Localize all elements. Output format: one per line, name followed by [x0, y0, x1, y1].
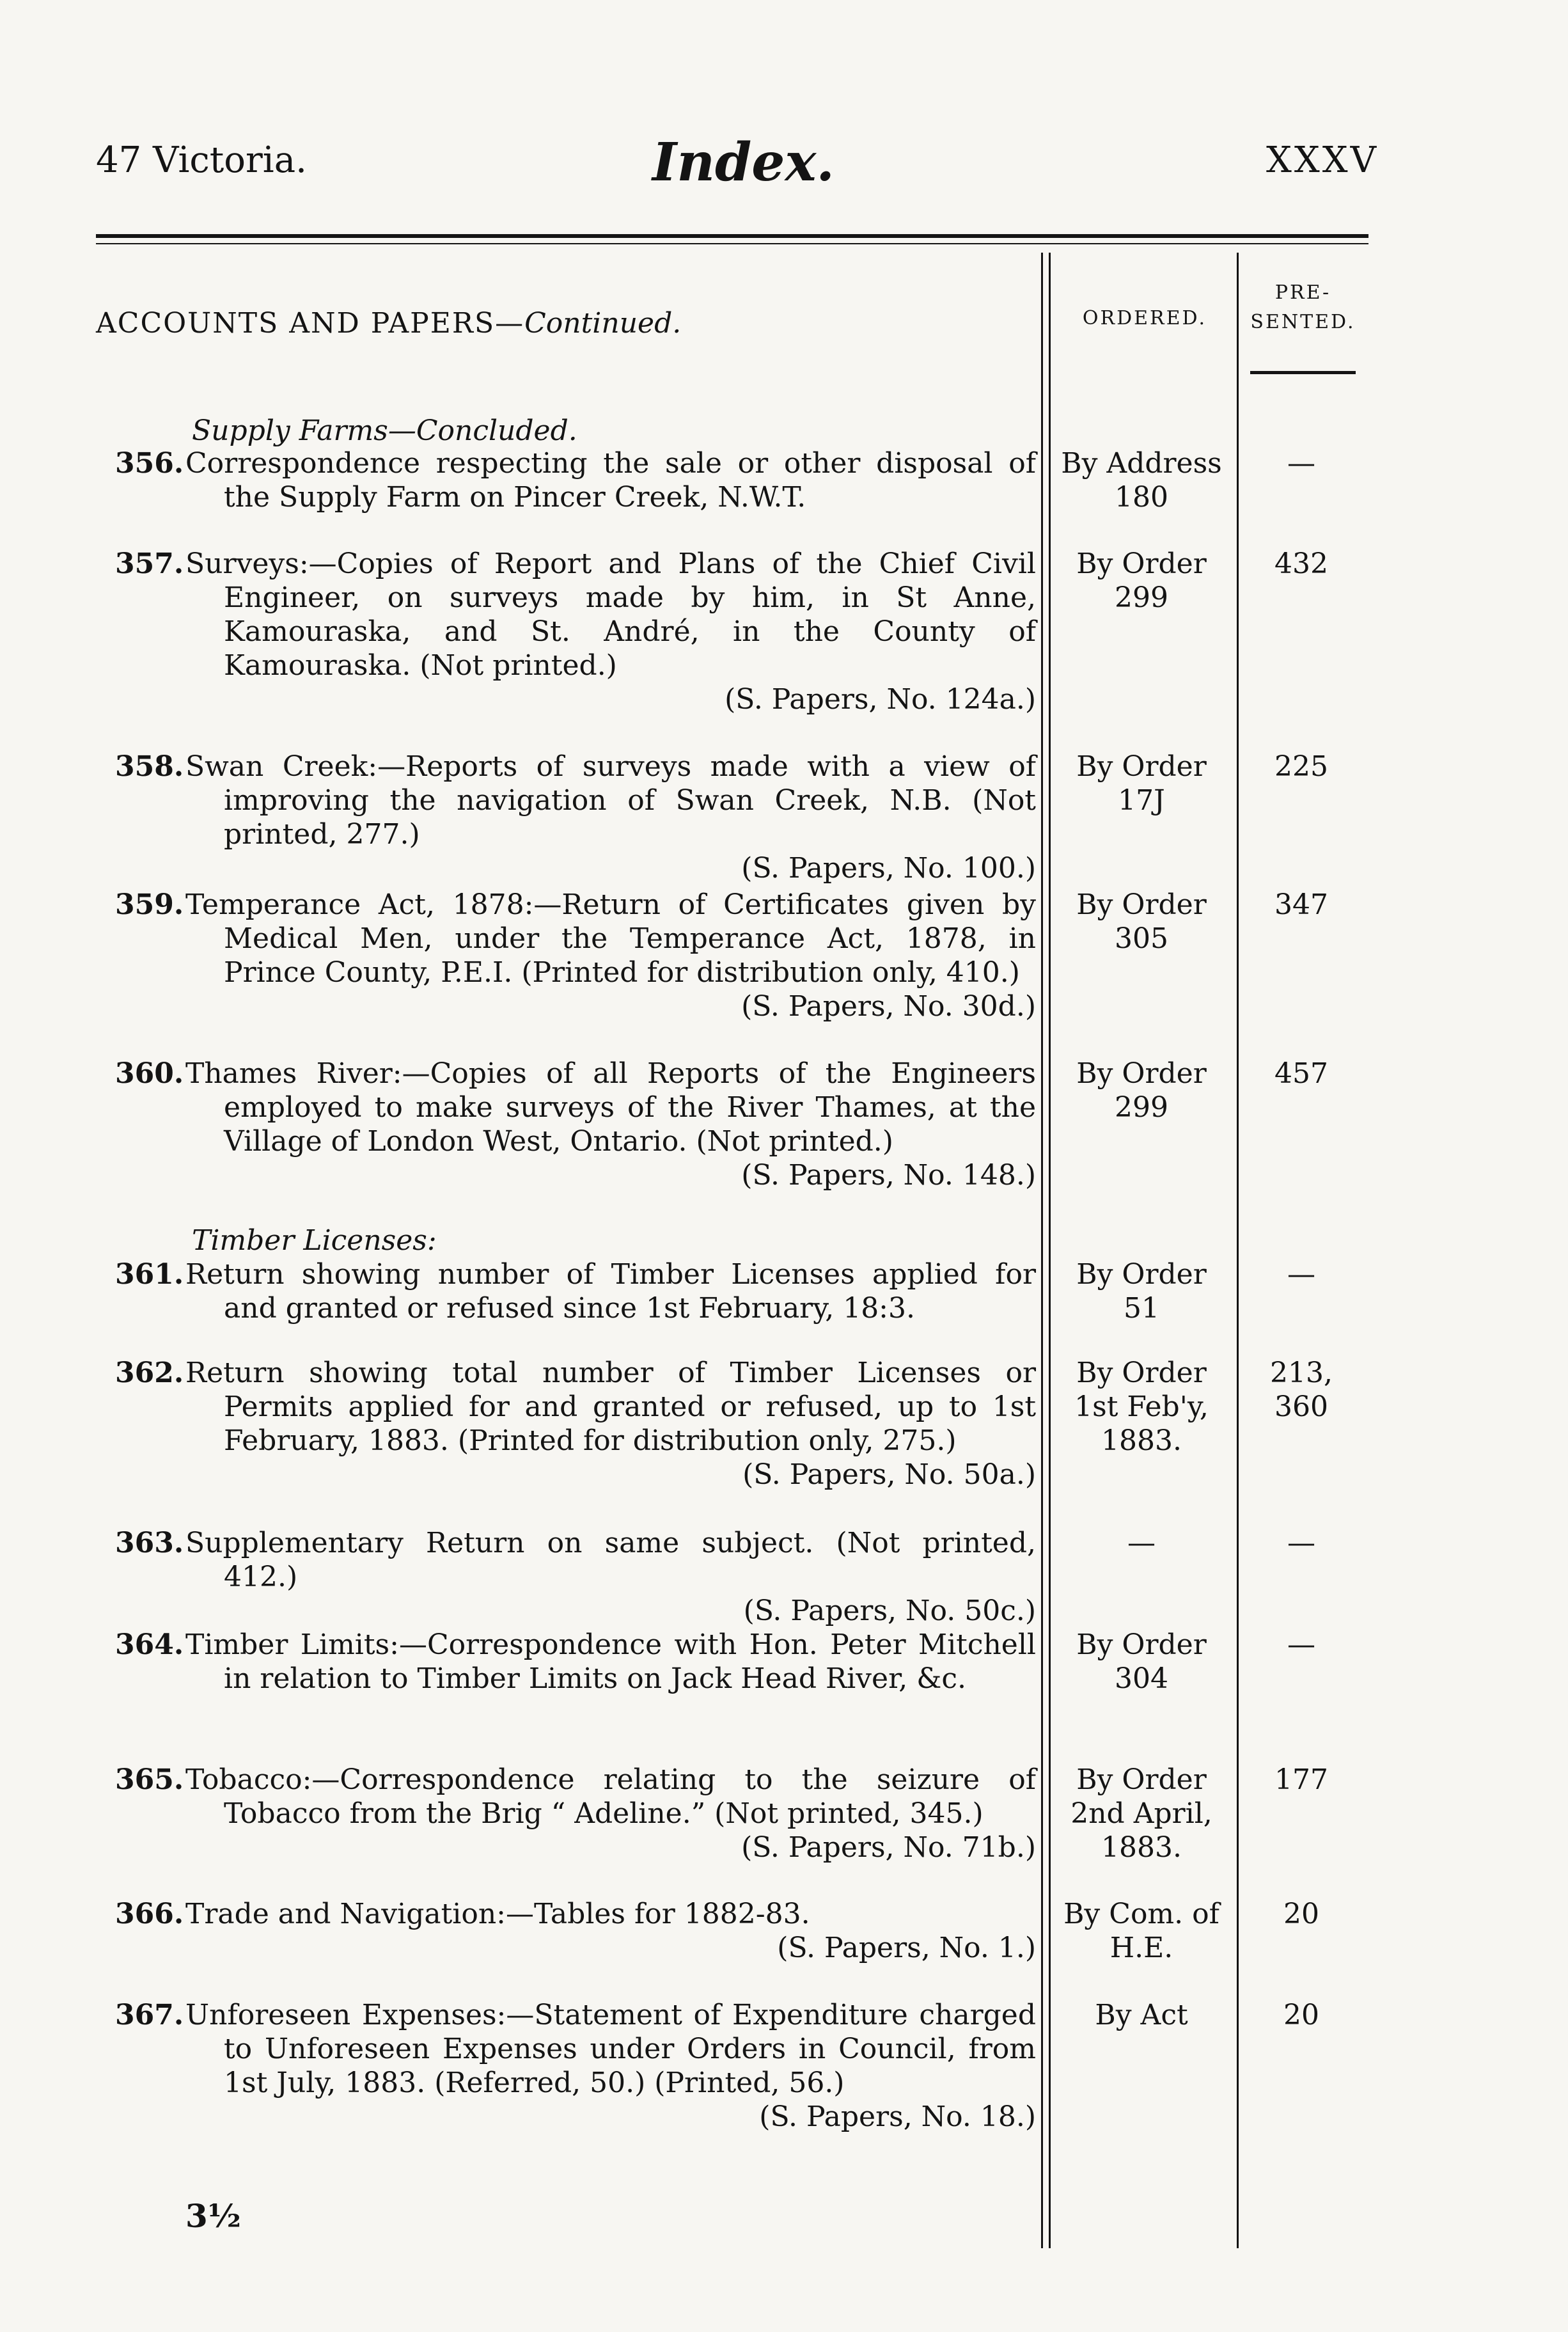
entry-363: [115, 1526, 1036, 1628]
entry-ref: (S. Papers, No. 100.): [741, 852, 1036, 885]
entry-365: [115, 1763, 1036, 1864]
presented-366: 20: [1283, 1898, 1319, 1930]
ordered-line: 304: [1115, 1662, 1168, 1695]
entry-367: [115, 1998, 1036, 2134]
ordered-line: By Order: [1076, 888, 1207, 921]
presented-358: 225: [1274, 750, 1328, 783]
presented-365: 177: [1274, 1763, 1328, 1796]
entry-number: 367.: [115, 1999, 184, 2031]
ordered-line: 1883.: [1101, 1831, 1182, 1864]
ordered-line: 1st Feb'y,: [1074, 1391, 1209, 1423]
ordered-line: By Com. of: [1063, 1898, 1219, 1930]
ordered-line: —: [1127, 1527, 1156, 1559]
entry-360: [115, 1057, 1036, 1192]
presented-361: —: [1287, 1258, 1315, 1291]
ordered-line: By Order: [1076, 1357, 1207, 1389]
col-head-presented-2: SENTED.: [1250, 311, 1356, 333]
ordered-line: 180: [1115, 481, 1168, 514]
ordered-364: [1049, 1628, 1234, 1696]
subhead-supply-farms: Supply Farms—Concluded.: [192, 414, 577, 447]
entry-364: [115, 1628, 1036, 1696]
entry-text: Thames River:—Copies of all Reports of the Engineers employed to make surveys of the River Thames, at the Village of London West, Ontario. (Not printed.): [185, 1057, 1036, 1158]
col-head-rule: [1250, 371, 1356, 374]
entry-362: [115, 1356, 1036, 1492]
ordered-366: [1049, 1897, 1234, 1965]
presented-357: 432: [1274, 548, 1328, 580]
section-title-text: ACCOUNTS AND PAPERS—: [96, 307, 525, 340]
ordered-line: By Act: [1095, 1999, 1188, 2031]
col-head-presented-1: PRE-: [1274, 281, 1331, 304]
entry-number: 362.: [115, 1357, 184, 1389]
ordered-360: [1049, 1057, 1234, 1124]
entry-text: Timber Limits:—Correspondence with Hon. Peter Mitchell in relation to Timber Limits on Jack Head River, &c.: [185, 1628, 1036, 1695]
running-head-left: 47 Victoria.: [96, 139, 307, 181]
ordered-line: By Address: [1061, 447, 1222, 480]
col-head-ordered: ORDERED.: [1082, 307, 1207, 329]
ordered-line: By Order: [1076, 750, 1207, 783]
ordered-line: 299: [1115, 1091, 1168, 1124]
entry-ref: (S. Papers, No. 18.): [759, 2100, 1036, 2133]
ordered-line: 305: [1115, 922, 1168, 955]
signature-mark: 3½: [185, 2197, 241, 2235]
entry-366: [115, 1897, 1036, 1965]
entry-ref: (S. Papers, No. 124a.): [725, 683, 1036, 716]
entry-ref: (S. Papers, No. 30d.): [741, 990, 1036, 1023]
ordered-line: H.E.: [1109, 1932, 1173, 1964]
header-rule: [96, 234, 1368, 238]
page-number: XXXV: [1266, 139, 1379, 181]
ordered-361: [1049, 1257, 1234, 1325]
running-head-title: Index.: [652, 132, 835, 193]
entry-number: 360.: [115, 1057, 184, 1090]
column-divider: [1041, 253, 1043, 2248]
entry-ref: (S. Papers, No. 1.): [777, 1932, 1036, 1964]
ordered-line: 2nd April,: [1070, 1797, 1212, 1830]
entry-number: 357.: [115, 548, 184, 580]
ordered-356: [1049, 446, 1234, 514]
presented-360: 457: [1274, 1057, 1328, 1090]
entry-text: Trade and Navigation:—Tables for 1882-83.: [185, 1898, 810, 1930]
entry-text: Return showing number of Timber Licenses applied for and granted or refused since 1st February, 18:3.: [185, 1258, 1036, 1325]
ordered-363: [1049, 1526, 1234, 1560]
presented-362: 213, 360: [1270, 1357, 1333, 1423]
entry-number: 364.: [115, 1628, 184, 1661]
section-title: [96, 307, 681, 340]
presented-359: 347: [1274, 888, 1328, 921]
ordered-365: [1049, 1763, 1234, 1864]
entry-ref: (S. Papers, No. 50c.): [743, 1595, 1036, 1627]
entry-number: 356.: [115, 447, 184, 480]
ordered-362: [1049, 1356, 1234, 1458]
entry-359: [115, 888, 1036, 1023]
entry-356: [115, 446, 1036, 514]
entry-text: Surveys:—Copies of Report and Plans of the Chief Civil Engineer, on surveys made by him, in St Anne, Kamouraska, and St. André, in the County of Kamouraska. (Not printed.): [185, 548, 1036, 682]
entry-number: 358.: [115, 750, 184, 783]
header-rule-thin: [96, 243, 1368, 244]
entry-text: Temperance Act, 1878:—Return of Certificates given by Medical Men, under the Temperance Act, 1878, in Prince County, P.E.I. (Printed for distribution only, 410.): [185, 888, 1036, 989]
subhead-timber-licenses: Timber Licenses:: [192, 1224, 437, 1257]
ordered-line: 1883.: [1101, 1424, 1182, 1457]
entry-357: [115, 547, 1036, 716]
entry-text: Unforeseen Expenses:—Statement of Expenditure charged to Unforeseen Expenses under Orders in Council, from 1st July, 1883. (Referred, 50.) (Printed, 56.): [185, 1999, 1036, 2099]
entry-ref: (S. Papers, No. 148.): [741, 1159, 1036, 1192]
ordered-359: [1049, 888, 1234, 956]
ordered-line: By Order: [1076, 1258, 1207, 1291]
entry-361: [115, 1257, 1036, 1325]
section-continued: Continued.: [524, 307, 682, 340]
presented-363: —: [1287, 1527, 1315, 1559]
entry-text: Return showing total number of Timber Licenses or Permits applied for and granted or refused, up to 1st February, 1883. (Printed for distribution only, 275.): [185, 1357, 1036, 1457]
ordered-line: 17J: [1118, 784, 1165, 817]
entry-number: 359.: [115, 888, 184, 921]
entry-number: 365.: [115, 1763, 184, 1796]
entry-text: Correspondence respecting the sale or other disposal of the Supply Farm on Pincer Creek, N.W.T.: [185, 447, 1036, 514]
presented-364: —: [1287, 1628, 1315, 1661]
entry-number: 363.: [115, 1527, 184, 1559]
entry-number: 361.: [115, 1258, 184, 1291]
entry-ref: (S. Papers, No. 71b.): [741, 1831, 1036, 1864]
entry-text: Supplementary Return on same subject. (Not printed, 412.): [185, 1527, 1036, 1593]
ordered-line: 51: [1124, 1292, 1159, 1325]
ordered-357: [1049, 547, 1234, 615]
presented-367: 20: [1283, 1999, 1319, 2031]
presented-356: —: [1287, 447, 1315, 480]
ordered-line: 299: [1115, 581, 1168, 614]
ordered-line: By Order: [1076, 548, 1207, 580]
ordered-line: By Order: [1076, 1057, 1207, 1090]
ordered-367: [1049, 1998, 1234, 2032]
entry-ref: (S. Papers, No. 50a.): [742, 1458, 1036, 1491]
column-divider: [1237, 253, 1239, 2248]
entry-text: Tobacco:—Correspondence relating to the seizure of Tobacco from the Brig “ Adeline.” (Not printed, 345.): [185, 1763, 1036, 1830]
ordered-line: By Order: [1076, 1628, 1207, 1661]
entry-number: 366.: [115, 1898, 184, 1930]
ordered-line: By Order: [1076, 1763, 1207, 1796]
entry-358: [115, 750, 1036, 885]
ordered-358: [1049, 750, 1234, 817]
entry-text: Swan Creek:—Reports of surveys made with a view of improving the navigation of Swan Creek, N.B. (Not printed, 277.): [185, 750, 1036, 851]
